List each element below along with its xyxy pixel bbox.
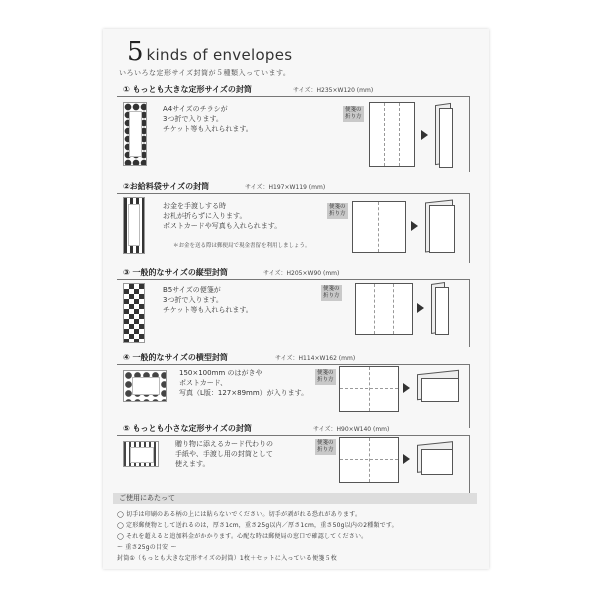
section-envelope-2 xyxy=(117,179,470,264)
letter-unfolded-diagram xyxy=(369,102,415,167)
section-description: B5サイズの便箋が 3つ折で入ります。 チケット等も入れられます。 xyxy=(163,286,253,314)
section-header xyxy=(117,265,470,280)
usage-section-title: ご使用にあたって xyxy=(113,493,477,504)
letter-unfolded-diagram xyxy=(355,283,413,335)
section-heading: ④ 一般的なサイズの横型封筒 xyxy=(123,353,228,362)
envelope-pattern-1 xyxy=(123,102,147,166)
section-header xyxy=(117,179,470,194)
letter-unfolded-diagram xyxy=(339,366,399,412)
usage-line: ー 重さ25gの目安 ー xyxy=(117,544,177,551)
page-subtitle: いろいろな定形サイズ封筒が５種類入っています。 xyxy=(119,69,291,77)
section-heading: ① もっとも大きな定形サイズの封筒 xyxy=(123,85,252,94)
section-heading: ③ 一般的なサイズの縦型封筒 xyxy=(123,268,228,277)
envelope-pattern-5 xyxy=(123,441,159,467)
section-note: ＊お金を送る際は郵便局で現金書留を利用しましょう。 xyxy=(173,243,311,249)
section-heading: ⑤ もっとも小さな定形サイズの封筒 xyxy=(123,424,252,433)
section-size: サイズ：H197×W119 (mm) xyxy=(245,184,326,191)
arrow-right-icon xyxy=(403,383,410,393)
envelope-pattern-2 xyxy=(123,197,145,254)
envelope-pattern-3 xyxy=(123,283,145,343)
usage-line: 封筒①（もっとも大きな定形サイズの封筒）1枚＋セットに入っている便箋５枚 xyxy=(117,555,337,562)
arrow-right-icon xyxy=(421,130,428,140)
letter-unfolded-diagram xyxy=(339,437,399,483)
section-size: サイズ：H235×W120 (mm) xyxy=(293,87,374,94)
section-description: お金を手渡しする時 お札が折らずに入ります。 ポストカードや写真も入れられます。 xyxy=(163,202,282,230)
arrow-right-icon xyxy=(417,303,424,313)
section-envelope-4 xyxy=(117,350,470,428)
usage-line: ◯ 定形郵便物として送れるのは，厚さ1cm，重さ25g以内／厚さ1cm，重さ50g以内の2種類です。 xyxy=(117,522,398,529)
section-envelope-1 xyxy=(117,82,470,172)
section-description: 贈り物に添えるカード代わりの 手紙や、手渡し用の封筒として 使えます。 xyxy=(175,440,273,468)
section-size: サイズ：H205×W90 (mm) xyxy=(263,270,340,277)
arrow-right-icon xyxy=(411,221,418,231)
instruction-sheet xyxy=(103,29,489,569)
section-description: A4サイズのチラシが 3つ折で入ります。 チケット等も入れられます。 xyxy=(163,105,253,133)
arrow-right-icon xyxy=(403,454,410,464)
section-heading: ②お給料袋サイズの封筒 xyxy=(123,182,210,191)
section-description: 150×100mm のはがきや ポストカード、 写真（L版：127×89mm）が入ります。 xyxy=(179,369,309,397)
section-size: サイズ：H90×W140 (mm) xyxy=(313,426,390,433)
fold-method-label: 便箋の 折り方 xyxy=(317,440,334,453)
fold-method-label: 便箋の 折り方 xyxy=(317,370,334,383)
letter-unfolded-diagram xyxy=(352,201,406,253)
title-number: 5 xyxy=(127,37,144,67)
usage-line: ◯ それを超えると追加料金がかかります。心配な時は郵便局の窓口で確認してください。 xyxy=(117,533,368,540)
section-envelope-5 xyxy=(117,421,470,496)
section-envelope-3 xyxy=(117,265,470,347)
section-header xyxy=(117,421,470,436)
section-header xyxy=(117,350,470,365)
fold-method-label: 便箋の 折り方 xyxy=(323,286,340,299)
section-size: サイズ：H114×W162 (mm) xyxy=(275,355,356,362)
title-text: kinds of envelopes xyxy=(146,46,293,64)
page-title xyxy=(127,39,292,65)
section-header xyxy=(117,82,470,97)
fold-method-label: 便箋の 折り方 xyxy=(329,204,346,217)
usage-line: ◯ 切手は印刷のある柄の上には貼らないでください。切手が剥がれる恐れがあります。 xyxy=(117,511,362,518)
fold-method-label: 便箋の 折り方 xyxy=(345,107,362,120)
envelope-pattern-4 xyxy=(123,370,167,402)
